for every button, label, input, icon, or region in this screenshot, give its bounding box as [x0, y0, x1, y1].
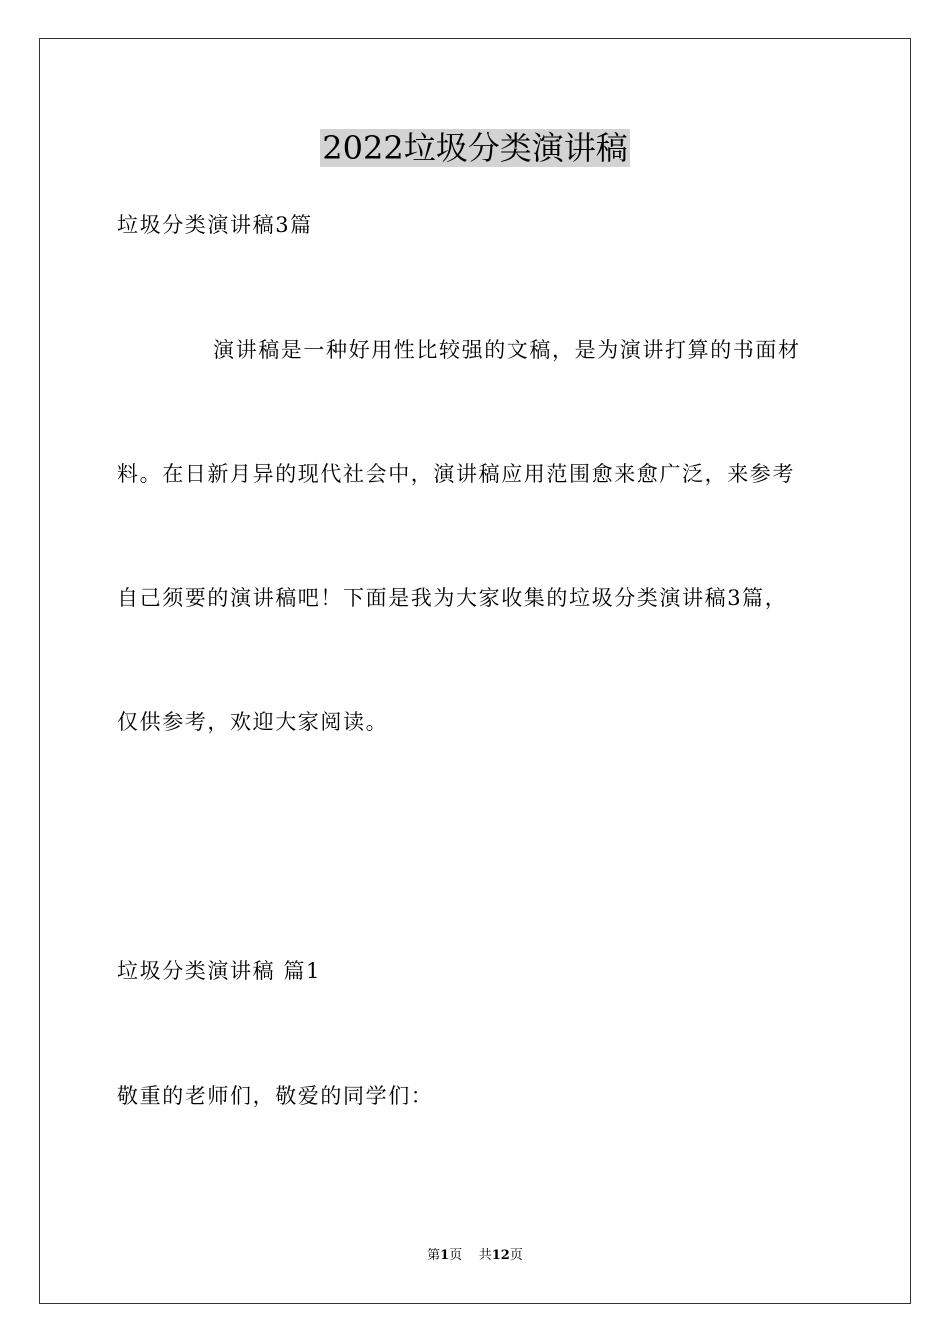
footer-total-prefix: 共: [478, 1248, 492, 1263]
intro-line-1: 演讲稿是一种好用性比较强的文稿，是为演讲打算的书面材: [213, 338, 801, 362]
document-subtitle: 垃圾分类演讲稿3篇: [117, 213, 313, 237]
document-title: [0, 124, 950, 172]
page-footer: [0, 1246, 950, 1266]
section-heading: 垃圾分类演讲稿 篇1: [117, 959, 322, 983]
intro-line-4: 仅供参考，欢迎大家阅读。: [117, 710, 389, 734]
footer-page-number: 1: [440, 1248, 450, 1263]
document-title-text: 2022垃圾分类演讲稿: [322, 129, 628, 167]
greeting-line: 敬重的老师们，敬爱的同学们：: [117, 1084, 434, 1108]
footer-page-suffix: 页: [449, 1248, 463, 1263]
footer-total-suffix: 页: [509, 1248, 523, 1263]
intro-line-3: 自己须要的演讲稿吧！下面是我为大家收集的垃圾分类演讲稿3篇，: [117, 586, 788, 610]
intro-line-2: 料。在日新月异的现代社会中，演讲稿应用范围愈来愈广泛，来参考: [117, 462, 795, 486]
footer-total-pages: 12: [491, 1248, 510, 1263]
footer-page-prefix: 第: [427, 1248, 441, 1263]
